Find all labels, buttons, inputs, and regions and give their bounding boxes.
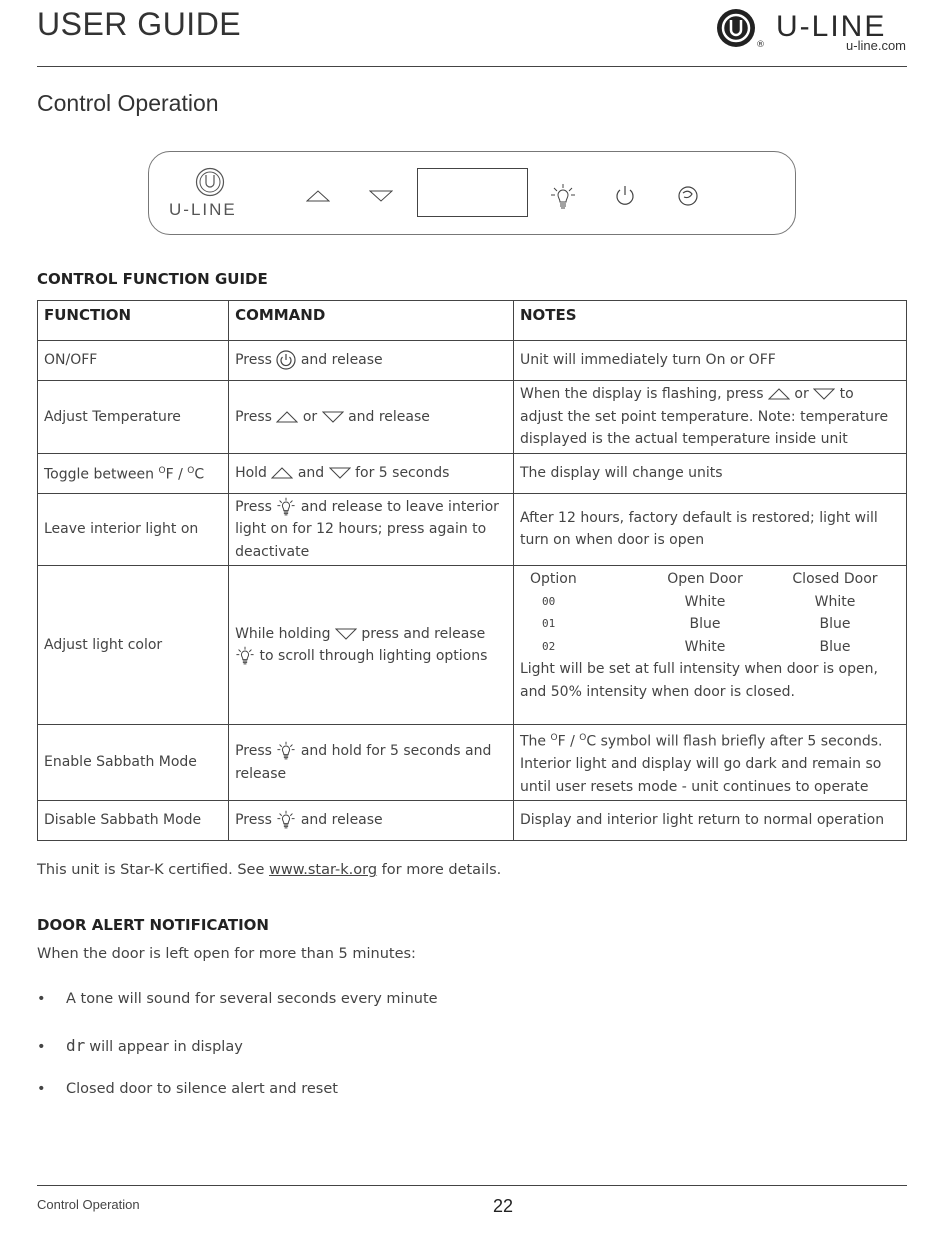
- up-arrow-icon: [276, 411, 298, 423]
- notes-cell: After 12 hours, factory default is restored; light will turn on when door is open: [513, 493, 906, 566]
- star-k-text: This unit is Star-K certified. See: [37, 862, 269, 878]
- bullet-icon: •: [37, 1081, 46, 1097]
- command-text: While holding: [235, 625, 331, 642]
- col-header-notes: NOTES: [513, 301, 906, 341]
- option-code: 00: [541, 594, 556, 608]
- open-door-header: Open Door: [667, 571, 743, 587]
- command-text: press and release: [361, 625, 486, 642]
- notes-text: When the display is flashing, press: [519, 386, 764, 402]
- function-text: Toggle between: [44, 466, 155, 483]
- notes-text: C symbol will flash briefly after 5 seconds. Interior light and display will go dark and remain so until user resets mode - unit continues to operate: [519, 733, 883, 795]
- command-cell: [229, 725, 514, 801]
- list-item: [37, 1081, 338, 1097]
- up-arrow-icon: [306, 190, 330, 202]
- light-options-grid: [530, 568, 900, 658]
- bullet-icon: •: [37, 1039, 46, 1055]
- degree-mark: O: [579, 733, 587, 743]
- command-cell: [229, 566, 514, 725]
- closed-door-color: Blue: [819, 616, 851, 632]
- command-text: Press: [235, 812, 272, 829]
- function-cell: ON/OFF: [38, 341, 229, 381]
- command-text: Press: [235, 743, 272, 760]
- table-row: [38, 453, 907, 493]
- light-icon: [549, 182, 577, 212]
- notes-text: to adjust the set point temperature. Note: temperature displayed is the actual temperature inside unit: [519, 386, 889, 447]
- command-text: Press: [235, 408, 272, 425]
- star-k-link[interactable]: www.star-k.org: [269, 862, 378, 878]
- panel-logo-icon: [195, 167, 225, 197]
- degree-mark: O: [187, 465, 195, 476]
- notes-cell: Unit will immediately turn On or OFF: [513, 341, 906, 381]
- closed-door-color: Blue: [819, 638, 851, 655]
- unit-text: F /: [557, 733, 580, 750]
- table-row: [38, 341, 907, 381]
- star-k-text: for more details.: [377, 862, 502, 878]
- section-title: Control Operation: [37, 90, 219, 116]
- option-header: Option: [529, 571, 577, 587]
- bullet-text: A tone will sound for several seconds every minute: [66, 991, 438, 1007]
- page-number: 22: [493, 1196, 514, 1216]
- header-divider: [37, 66, 907, 67]
- display-code: dr: [66, 1036, 86, 1055]
- light-icon: [276, 809, 296, 831]
- notes-cell: [513, 725, 906, 801]
- command-text: and release: [300, 812, 383, 829]
- notes-cell: [513, 566, 906, 725]
- up-arrow-icon: [768, 388, 790, 400]
- notes-text: The: [519, 733, 547, 750]
- open-door-color: Blue: [689, 616, 721, 632]
- command-cell: [229, 341, 514, 381]
- function-cell: Enable Sabbath Mode: [38, 725, 229, 801]
- option-code: 02: [541, 639, 556, 653]
- up-arrow-icon: [271, 467, 293, 479]
- table-row: [38, 801, 907, 841]
- bullet-text: Closed door to silence alert and reset: [66, 1081, 338, 1097]
- down-arrow-icon: [322, 411, 344, 423]
- panel-logo-text: U-LINE: [169, 200, 237, 219]
- power-icon: [276, 349, 296, 371]
- command-text: and: [297, 464, 325, 481]
- unit-text: C: [194, 466, 205, 483]
- command-cell: [229, 381, 514, 454]
- command-text: and release to leave interior light on for 12 hours; press again to deactivate: [235, 498, 499, 560]
- door-alert-intro: When the door is left open for more than 5 minutes:: [37, 946, 416, 962]
- brand-logo: [716, 8, 906, 56]
- command-text: Press: [235, 352, 272, 369]
- light-icon: [276, 740, 296, 762]
- brand-wordmark: U-LINE: [776, 10, 887, 43]
- list-item: [37, 1036, 243, 1055]
- notes-cell: Display and interior light return to normal operation: [513, 801, 906, 841]
- light-icon: [235, 645, 255, 667]
- function-cell: Leave interior light on: [38, 493, 229, 566]
- table-row: [38, 493, 907, 566]
- function-cell: [38, 453, 229, 493]
- list-item: [37, 991, 438, 1007]
- table-row: [38, 725, 907, 801]
- down-arrow-icon: [335, 628, 357, 640]
- down-arrow-icon: [329, 467, 351, 479]
- col-header-function: FUNCTION: [38, 301, 229, 341]
- notes-cell: [513, 381, 906, 454]
- command-text: and hold for 5 seconds and release: [235, 743, 492, 782]
- down-arrow-icon: [369, 190, 393, 202]
- open-door-color: White: [684, 638, 726, 655]
- control-panel-illustration: [148, 151, 796, 235]
- display-window: [417, 168, 528, 217]
- light-icon: [276, 496, 296, 518]
- closed-door-color: White: [814, 593, 856, 610]
- command-text: Press: [235, 498, 272, 515]
- closed-door-header: Closed Door: [792, 571, 878, 587]
- notes-text: Light will be set at full intensity when door is open, and 50% intensity when door is closed.: [519, 661, 878, 700]
- bullet-icon: •: [37, 991, 46, 1007]
- degree-mark: O: [550, 733, 558, 743]
- power-icon: [614, 184, 636, 208]
- unit-text: F /: [165, 466, 188, 483]
- col-header-command: COMMAND: [229, 301, 514, 341]
- door-alert-title: DOOR ALERT NOTIFICATION: [37, 916, 269, 934]
- command-text: and release: [348, 408, 430, 425]
- function-cell: Adjust Temperature: [38, 381, 229, 454]
- command-cell: [229, 801, 514, 841]
- control-function-guide-title: CONTROL FUNCTION GUIDE: [37, 270, 268, 288]
- notes-text: or: [794, 386, 809, 402]
- command-text: to scroll through lighting options: [259, 648, 488, 664]
- table-row: [38, 381, 907, 454]
- brand-url: u-line.com: [846, 38, 906, 53]
- command-text: and release: [300, 352, 383, 369]
- table-row: [38, 566, 907, 725]
- uline-logo-icon: [716, 8, 756, 48]
- option-code: 01: [541, 617, 556, 630]
- command-text: for 5 seconds: [355, 464, 450, 481]
- degree-mark: O: [158, 465, 166, 476]
- command-cell: [229, 453, 514, 493]
- footer-section-name: Control Operation: [37, 1197, 140, 1212]
- control-function-table: [37, 300, 907, 841]
- down-arrow-icon: [813, 388, 835, 400]
- registered-mark: ®: [756, 40, 765, 50]
- open-door-color: White: [684, 593, 726, 610]
- command-text: Hold: [235, 464, 267, 481]
- function-cell: Adjust light color: [38, 566, 229, 725]
- sabbath-icon: [676, 184, 700, 208]
- footer-divider: [37, 1185, 907, 1186]
- command-text: or: [302, 408, 318, 425]
- function-cell: Disable Sabbath Mode: [38, 801, 229, 841]
- notes-cell: The display will change units: [513, 453, 906, 493]
- command-cell: [229, 493, 514, 566]
- star-k-note: [37, 862, 501, 878]
- bullet-text: will appear in display: [89, 1039, 243, 1055]
- document-title: USER GUIDE: [37, 6, 242, 42]
- table-header-row: [38, 301, 907, 341]
